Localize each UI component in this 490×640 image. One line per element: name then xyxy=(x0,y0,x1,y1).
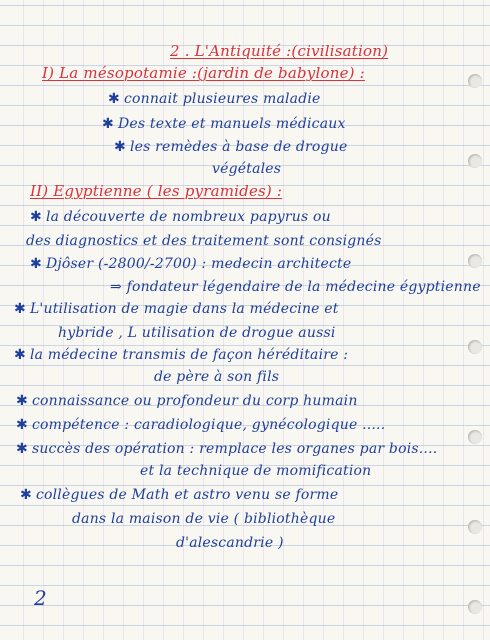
list-item: végétales xyxy=(212,161,282,177)
binder-hole xyxy=(468,520,482,534)
list-item: ✱ la médecine transmis de façon héréditaire : xyxy=(14,347,349,363)
list-item: ✱ Des texte et manuels médicaux xyxy=(102,116,346,132)
list-item: d'alescandrie ) xyxy=(176,535,284,551)
list-item: ✱ les remèdes à base de drogue xyxy=(114,139,348,155)
list-item: ✱ collègues de Math et astro venu se forme xyxy=(20,487,339,503)
list-item: hybride , L utilisation de drogue aussi xyxy=(58,325,336,341)
list-item: dans la maison de vie ( bibliothèque xyxy=(72,511,336,527)
list-item: ⇒ fondateur légendaire de la médecine égyptienne xyxy=(110,279,481,295)
page-number: 2 xyxy=(34,586,47,610)
section1-heading: I) La mésopotamie :(jardin de babylone) : xyxy=(42,64,365,82)
list-item: ✱ L'utilisation de magie dans la médecine et xyxy=(14,301,339,317)
binder-hole xyxy=(468,430,482,444)
list-item: ✱ connait plusieures maladie xyxy=(108,91,321,107)
section2-heading: II) Egyptienne ( les pyramides) : xyxy=(30,182,283,200)
page-title: 2 . L'Antiquité :(civilisation) xyxy=(170,42,389,60)
binder-hole xyxy=(468,154,482,168)
binder-hole xyxy=(468,74,482,88)
binder-hole xyxy=(468,600,482,614)
binder-hole xyxy=(468,340,482,354)
binder-hole xyxy=(468,254,482,268)
list-item: de père à son fils xyxy=(154,369,280,385)
list-item: ✱ compétence : caradiologique, gynécologique ..... xyxy=(16,417,386,433)
list-item: ✱ Djôser (-2800/-2700) : medecin architecte xyxy=(30,256,352,272)
list-item: des diagnostics et des traitement sont consignés xyxy=(26,233,382,249)
list-item: et la technique de momification xyxy=(140,463,372,479)
list-item: ✱ la découverte de nombreux papyrus ou xyxy=(30,209,331,225)
list-item: ✱ connaissance ou profondeur du corp humain xyxy=(16,393,358,409)
list-item: ✱ succès des opération : remplace les organes par bois.... xyxy=(16,441,438,457)
